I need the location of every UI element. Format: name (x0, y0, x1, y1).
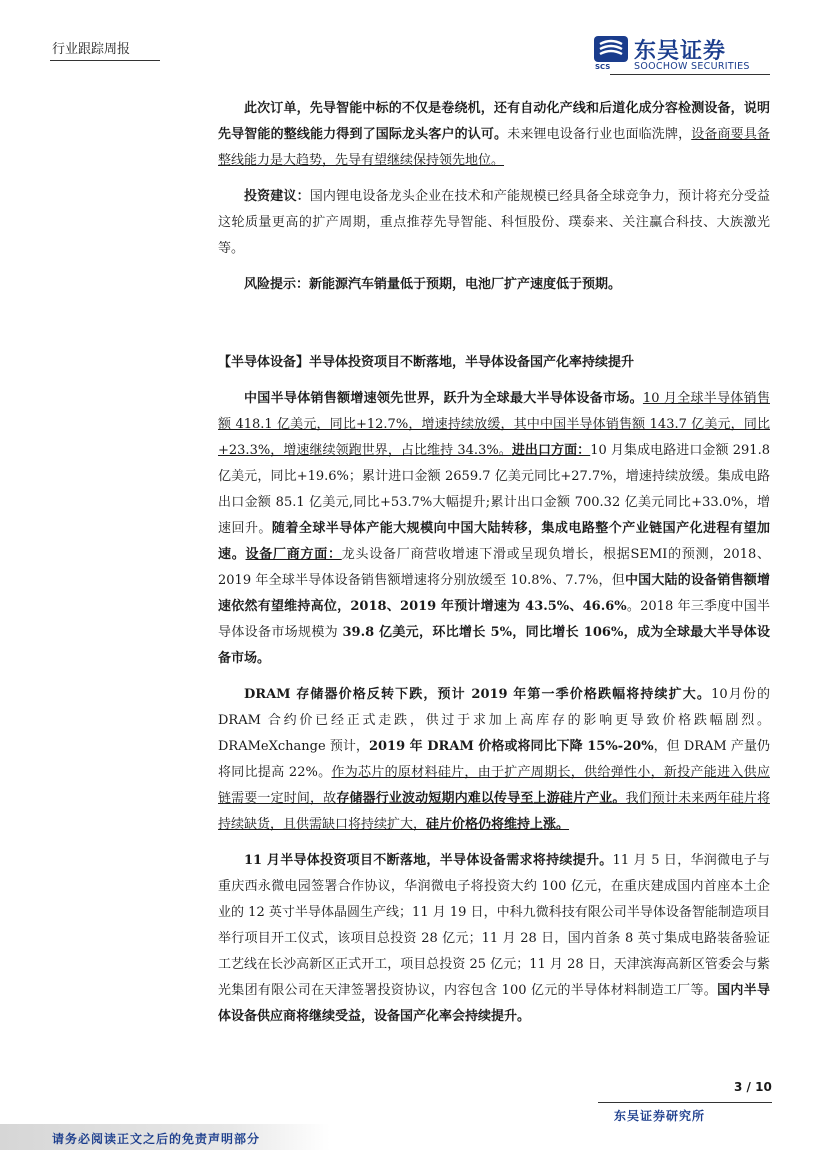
paragraph-november-projects (218, 848, 770, 1030)
p6-bold-2: 国内半导体设备供应商将继续受益，设备国产化率会持续提升。 (218, 983, 770, 1024)
p6-text-1: 11 月 5 日，华润微电子与重庆西永微电园签署合作协议，华润微电子将投资大约 100 亿元，在重庆建成国内首座本土企业的 12 英寸半导体晶圆生产线；11 月 19 日，中科九微科技有限公司半导体设备智能制造项目举行项目开工仪式，该项目总投资 28 亿元；11 月 28 日，国内首条 8 英寸集成电路装备验证工艺线在长沙高新区正式开工，项目总投资 25 亿元；11 月 28 日，天津滨海高新区管委会与紫光集团有限公司在天津签署投资协议，内容包含 100 亿元的半导体材料制造工厂等。 (218, 853, 770, 998)
p4-bold-4: 39.8 亿美元，环比增长 5%，同比增长 106%，成为全球最大半导体设备市场。 (218, 625, 770, 666)
p5-text-1: 10月份的 DRAM 合约价已经正式走跌，供过于求加上高库存的影响更导致价格跌幅剧烈。DRAMeXchange 预计， (218, 687, 770, 754)
paragraph-risk-warning (218, 272, 770, 298)
logo-en-name: SOOCHOW SECURITIES (634, 61, 750, 72)
p4-bold-underline-2: 设备厂商方面： (245, 547, 342, 562)
paragraph-semiconductor-sales (218, 386, 770, 672)
p2-bold: 投资建议： (244, 189, 310, 204)
company-logo (594, 34, 784, 74)
p1-underline: 设备商要具备整线能力是大趋势，先导有望继续保持领先地位。 (218, 127, 770, 168)
p5-underline-1: 作为芯片的原材料硅片，由于扩产周期长，供给弹性小，新投产能进入供应链需要一定时间，故 (218, 765, 770, 806)
header-left-rule (50, 60, 160, 61)
p1-bold: 此次订单，先导智能中标的不仅是卷绕机，还有自动化产线和后道化成分容检测设备，说明先导智能的整线能力得到了国际龙头客户的认可。 (218, 101, 770, 142)
p4-text-2: 龙头设备厂商营收增速下滑或呈现负增长，根据SEMI的预测，2018、2019 年全球半导体设备销售额增速将分别放缓至 10.8%、7.7%，但 (218, 547, 770, 588)
section-title-text: 【半导体设备】半导体投资项目不断落地，半导体设备国产化率持续提升 (218, 355, 635, 370)
p5-text-2: ，但 DRAM 产量仍将同比提高 22%。 (218, 739, 770, 780)
p5-underline-2: 我们预计未来两年硅片将持续缺货，且供需缺口将持续扩大， (218, 791, 770, 832)
logo-mark-icon (594, 36, 628, 62)
footer-rule (598, 1102, 772, 1103)
paragraph-dram-price (218, 682, 770, 838)
footer-disclaimer: 请务必阅读正文之后的免责声明部分 (52, 1132, 261, 1146)
p5-bold-underline-2: 硅片价格仍将维持上涨。 (426, 817, 570, 832)
p6-bold-1: 11 月半导体投资项目不断落地，半导体设备需求将持续提升。 (244, 853, 613, 868)
footer-institute: 东吴证券研究所 (614, 1109, 706, 1123)
p4-bold-underline-1: 进出口方面： (511, 443, 591, 458)
p2-text: 国内锂电设备龙头企业在技术和产能规模已经具备全球竞争力，预计将充分受益这轮质量更高的扩产周期，重点推荐先导智能、科恒股份、璞泰来、关注赢合科技、大族激光等。 (218, 189, 770, 256)
header-report-type: 行业跟踪周报 (52, 42, 131, 57)
page-number: 3 / 10 (734, 1080, 772, 1094)
header-right-rule (610, 74, 770, 75)
logo-cn-name: 东吴证券 (634, 39, 727, 64)
logo-abbr: SCS (595, 63, 611, 71)
p4-bold-2: 随着全球半导体产能大规模向中国大陆转移，集成电路整个产业链国产化进程有望加速。 (218, 521, 770, 562)
p5-bold-2: 2019 年 DRAM 价格或将同比下降 15%-20% (368, 739, 654, 754)
p5-bold-underline-1: 存储器行业波动短期内难以传导至上游硅片产业。 (336, 791, 626, 806)
p1-text: 未来锂电设备行业也面临洗牌， (507, 127, 692, 142)
p3-bold: 风险提示：新能源汽车销量低于预期，电池厂扩产速度低于预期。 (244, 277, 622, 292)
section-title (218, 350, 770, 376)
p4-underline-1: 10 月全球半导体销售额 418.1 亿美元，同比+12.7%，增速持续放缓，其中中国半导体销售额 143.7 亿美元，同比+23.3% (218, 391, 770, 458)
p4-bold-3: 中国大陆的设备销售额增速依然有望维持高位，2018、2019 年预计增速为 43.5%、46.6% (218, 573, 770, 614)
report-body (218, 96, 770, 1040)
paragraph-order-analysis (218, 96, 770, 174)
p4-bold-1: 中国半导体销售额增速领先世界，跃升为全球最大半导体设备市场。 (244, 391, 643, 406)
p4-underline-2: ，增速继续领跑世界，占比维持 34.3%。 (270, 443, 512, 458)
p5-bold-1: DRAM 存储器价格反转下跌，预计 2019 年第一季价格跌幅将持续扩大。 (244, 687, 712, 702)
p4-text-1: 10 月集成电路进口金额 291.8 亿美元，同比+19.6%；累计进口金额 2659.7 亿美元同比+27.7%，增速持续放缓。集成电路出口金额 85.1 亿美元,同比+53.7%大幅提升;累计出口金额 700.32 亿美元同比+33.0%，增速回升。 (218, 443, 770, 536)
paragraph-investment-advice (218, 184, 770, 262)
p4-text-3: 。2018 年三季度中国半导体设备市场规模为 (218, 599, 771, 640)
